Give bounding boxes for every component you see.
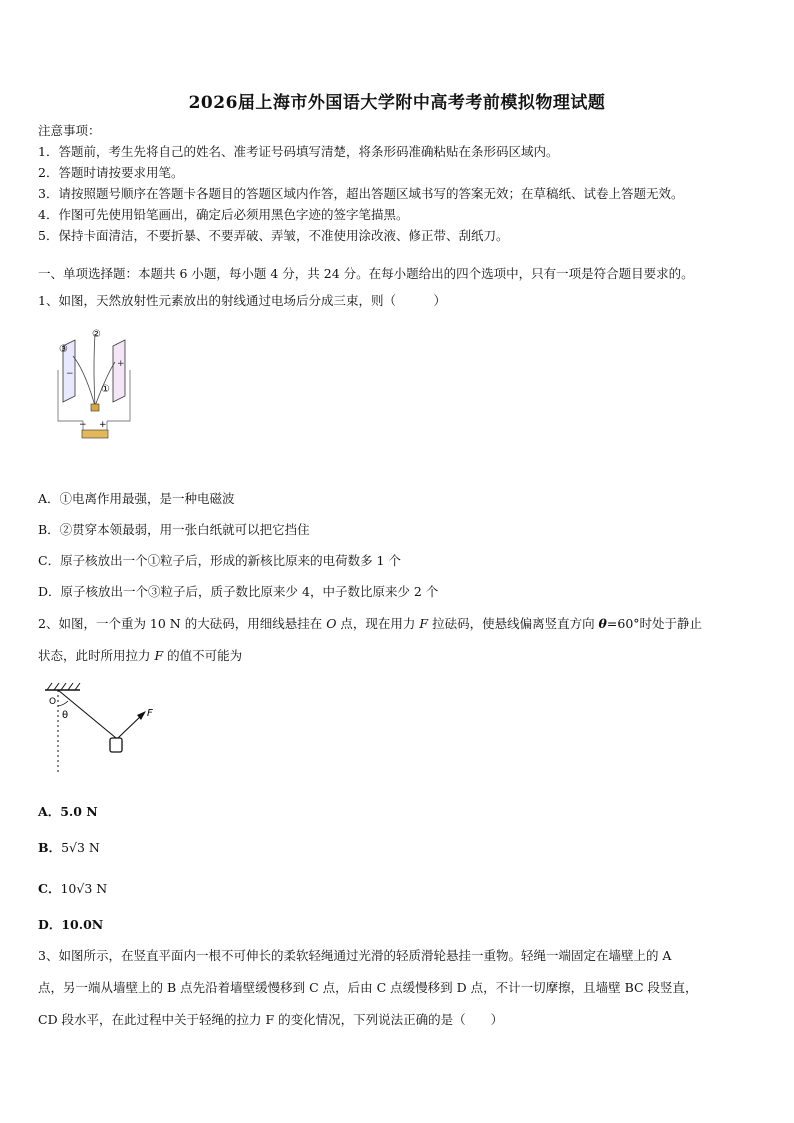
option-value: 5√3 N: [61, 840, 100, 855]
notice-item: 2．答题时请按要求用笔。: [38, 165, 184, 180]
q2-force-F: F: [154, 648, 164, 663]
question-2-stem-line1: [38, 614, 702, 632]
question-2-stem-line2: [38, 646, 242, 664]
question-3-line2: 点，另一端从墙壁上的 B 点先沿着墙壁缓慢移到 C 点，后由 C 点缓慢移到 D 点，不计一切摩擦，且墙壁 BC 段竖直，: [38, 980, 698, 995]
q2-force-F: F: [419, 616, 429, 631]
ray-3-label: ③: [59, 344, 68, 355]
q2-text: 拉砝码，使悬线偏离竖直方向: [428, 616, 599, 631]
battery-minus-label: −: [79, 420, 87, 430]
q1-option-d: D．原子核放出一个③粒子后，质子数比原来少 4，中子数比原来少 2 个: [38, 584, 439, 599]
hanging-weight-figure: [40, 680, 170, 775]
option-letter: A．: [38, 804, 61, 819]
section-heading: 一、单项选择题：本题共 6 小题，每小题 4 分，共 24 分。在每小题给出的四个选项中，只有一项是符合题目要求的。: [38, 266, 694, 281]
point-O-label: O: [49, 697, 57, 707]
q1-option-a: A．①电离作用最强，是一种电磁波: [38, 491, 235, 506]
battery-plus-label: +: [99, 420, 107, 430]
q2-option-d: [38, 915, 103, 933]
radiation-field-figure: [55, 326, 145, 446]
q2-option-c: [38, 879, 107, 897]
option-letter: D．: [38, 917, 62, 932]
q2-text: =60°时处于静止: [606, 616, 703, 631]
notice-item: 1．答题前，考生先将自己的姓名、准考证号码填写清楚，将条形码准确粘贴在条形码区域内。: [38, 144, 559, 159]
theta-label: θ: [62, 710, 69, 721]
option-value: 10.0N: [61, 917, 104, 932]
q2-text: 点，现在用力: [336, 616, 420, 631]
q2-option-b: [38, 838, 100, 856]
q1-option-b: B．②贯穿本领最弱，用一张白纸就可以把它挡住: [38, 522, 310, 537]
ray-2-label: ②: [92, 329, 101, 340]
question-1-stem: 1、如图，天然放射性元素放出的射线通过电场后分成三束，则（ ）: [38, 293, 446, 308]
q1-option-c: C．原子核放出一个①粒子后，形成的新核比原来的电荷数多 1 个: [38, 553, 401, 568]
ray-1-label: ①: [101, 384, 110, 395]
q2-option-a: [38, 802, 98, 820]
question-3-line1: 3、如图所示，在竖直平面内一根不可伸长的柔软轻绳通过光滑的轻质滑轮悬挂一重物。轻绳一端固定在墙壁上的 A: [38, 948, 672, 963]
q2-theta: θ: [598, 616, 607, 631]
plus-plate-label: +: [117, 359, 125, 369]
q2-text: 2、如图，一个重为 10 N 的大砝码，用细线悬挂在: [38, 616, 327, 631]
q2-point-O: O: [326, 616, 337, 631]
option-letter: C．: [38, 881, 61, 896]
notice-item: 5．保持卡面清洁，不要折暴、不要弄破、弄皱，不准使用涂改液、修正带、刮纸刀。: [38, 228, 509, 243]
question-3-line3: CD 段水平，在此过程中关于轻绳的拉力 F 的变化情况，下列说法正确的是（ ）: [38, 1012, 504, 1027]
notice-item: 4．作图可先使用铅笔画出，确定后必须用黑色字迹的签字笔描黑。: [38, 207, 409, 222]
minus-plate-label: −: [66, 369, 74, 379]
option-letter: B．: [38, 840, 62, 855]
option-value: 10√3 N: [60, 881, 108, 896]
notice-item: 3．请按照题号顺序在答题卡各题目的答题区域内作答，超出答题区域书写的答案无效；在草稿纸、试卷上答题无效。: [38, 186, 684, 201]
page-title: 2026届上海市外国语大学附中高考考前模拟物理试题: [188, 93, 606, 113]
q2-text: 状态，此时所用拉力: [38, 648, 155, 663]
option-value: 5.0 N: [60, 804, 98, 819]
force-F-label: F: [147, 708, 153, 719]
notice-heading: 注意事项：: [38, 123, 101, 138]
q2-text: 的值不可能为: [163, 648, 243, 663]
